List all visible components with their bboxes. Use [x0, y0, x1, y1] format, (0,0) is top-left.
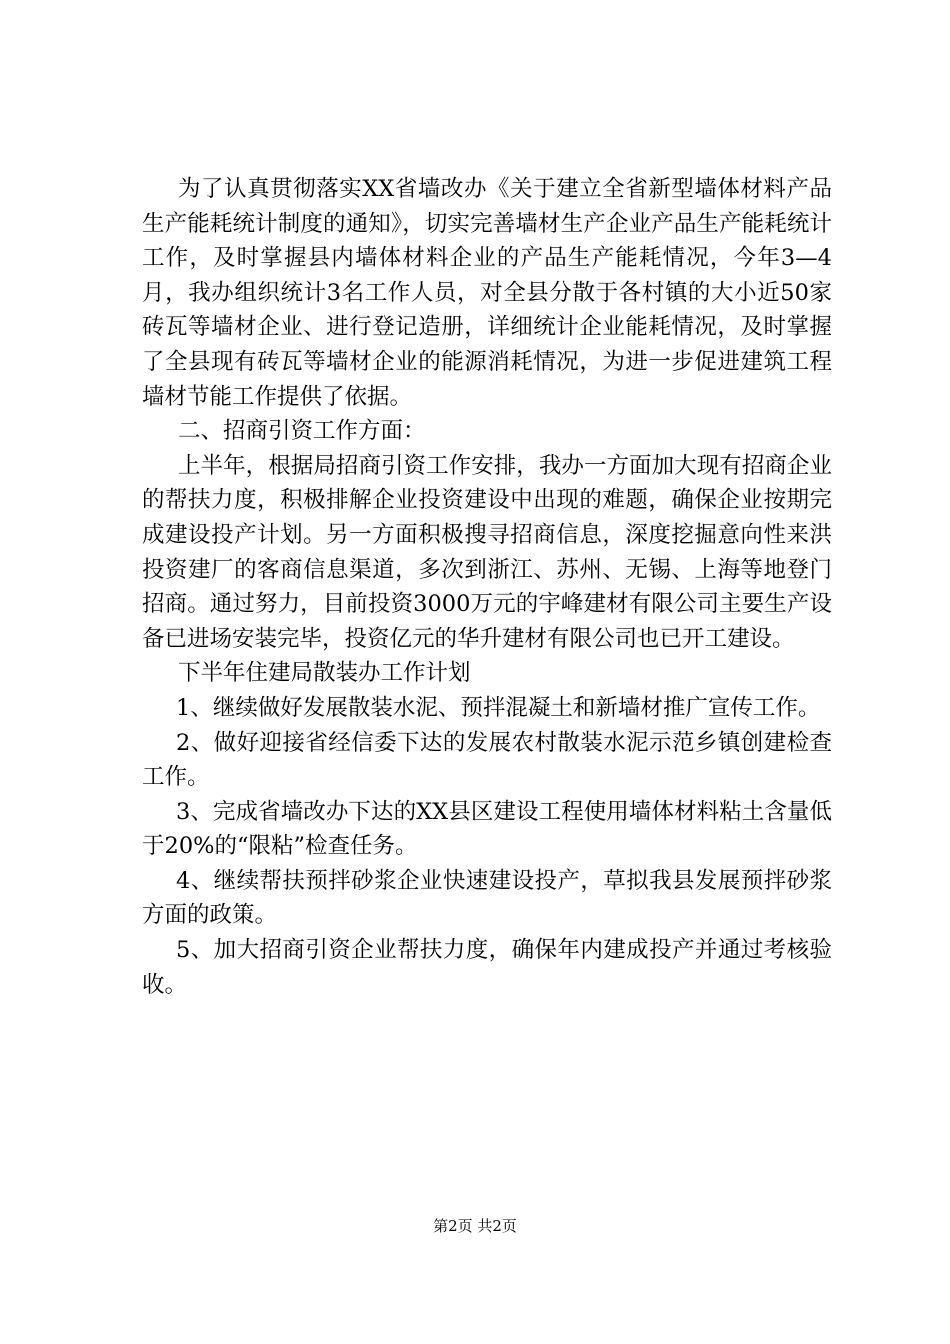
page-number-footer: 第2页 共2页 [433, 1217, 517, 1235]
plan-item-4: 4、继续帮扶预拌砂浆企业快速建设投产，草拟我县发展预拌砂浆方面的政策。 [142, 867, 832, 929]
document-body [142, 172, 832, 1002]
section-heading-investment: 二、招商引资工作方面： [178, 418, 426, 445]
plan-item-3: 3、完成省墙改办下达的XX县区建设工程使用墙体材料粘土含量低于20%的“限粘”检查任务。 [142, 798, 832, 860]
paragraph-energy-statistics: 为了认真贯彻落实XX省墙改办《关于建立全省新型墙体材料产品生产能耗统计制度的通知》，切实完善墙材生产企业产品生产能耗统计工作，及时掌握县内墙体材料企业的产品生产能耗情况，今年3—4月，我办组织统计3名工作人员，对全县分散于各村镇的大小近50家砖瓦等墙材企业、进行登记造册，详细统计企业能耗情况，及时掌握了全县现有砖瓦等墙材企业的能源消耗情况，为进一步促进建筑工程墙材节能工作提供了依据。 [142, 176, 832, 410]
plan-item-1: 1、继续做好发展散装水泥、预拌混凝土和新墙材推广宣传工作。 [176, 694, 821, 721]
paragraph-investment: 上半年，根据局招商引资工作安排，我办一方面加大现有招商企业的帮扶力度，积极排解企业投资建设中出现的难题，确保企业按期完成建设投产计划。另一方面积极搜寻招商信息，深度挖掘意向性来洪投资建厂的客商信息渠道，多次到浙江、苏州、无锡、上海等地登门招商。通过努力，目前投资3000万元的宇峰建材有限公司主要生产设备已进场安装完毕，投资亿元的华升建材有限公司也已开工建设。 [142, 452, 832, 652]
plan-item-5: 5、加大招商引资企业帮扶力度，确保年内建成投产并通过考核验收。 [142, 937, 832, 998]
plan-item-2: 2、做好迎接省经信委下达的发展农村散装水泥示范乡镇创建检查工作。 [142, 729, 832, 791]
section-heading-plan: 下半年住建局散装办工作计划 [178, 660, 471, 687]
